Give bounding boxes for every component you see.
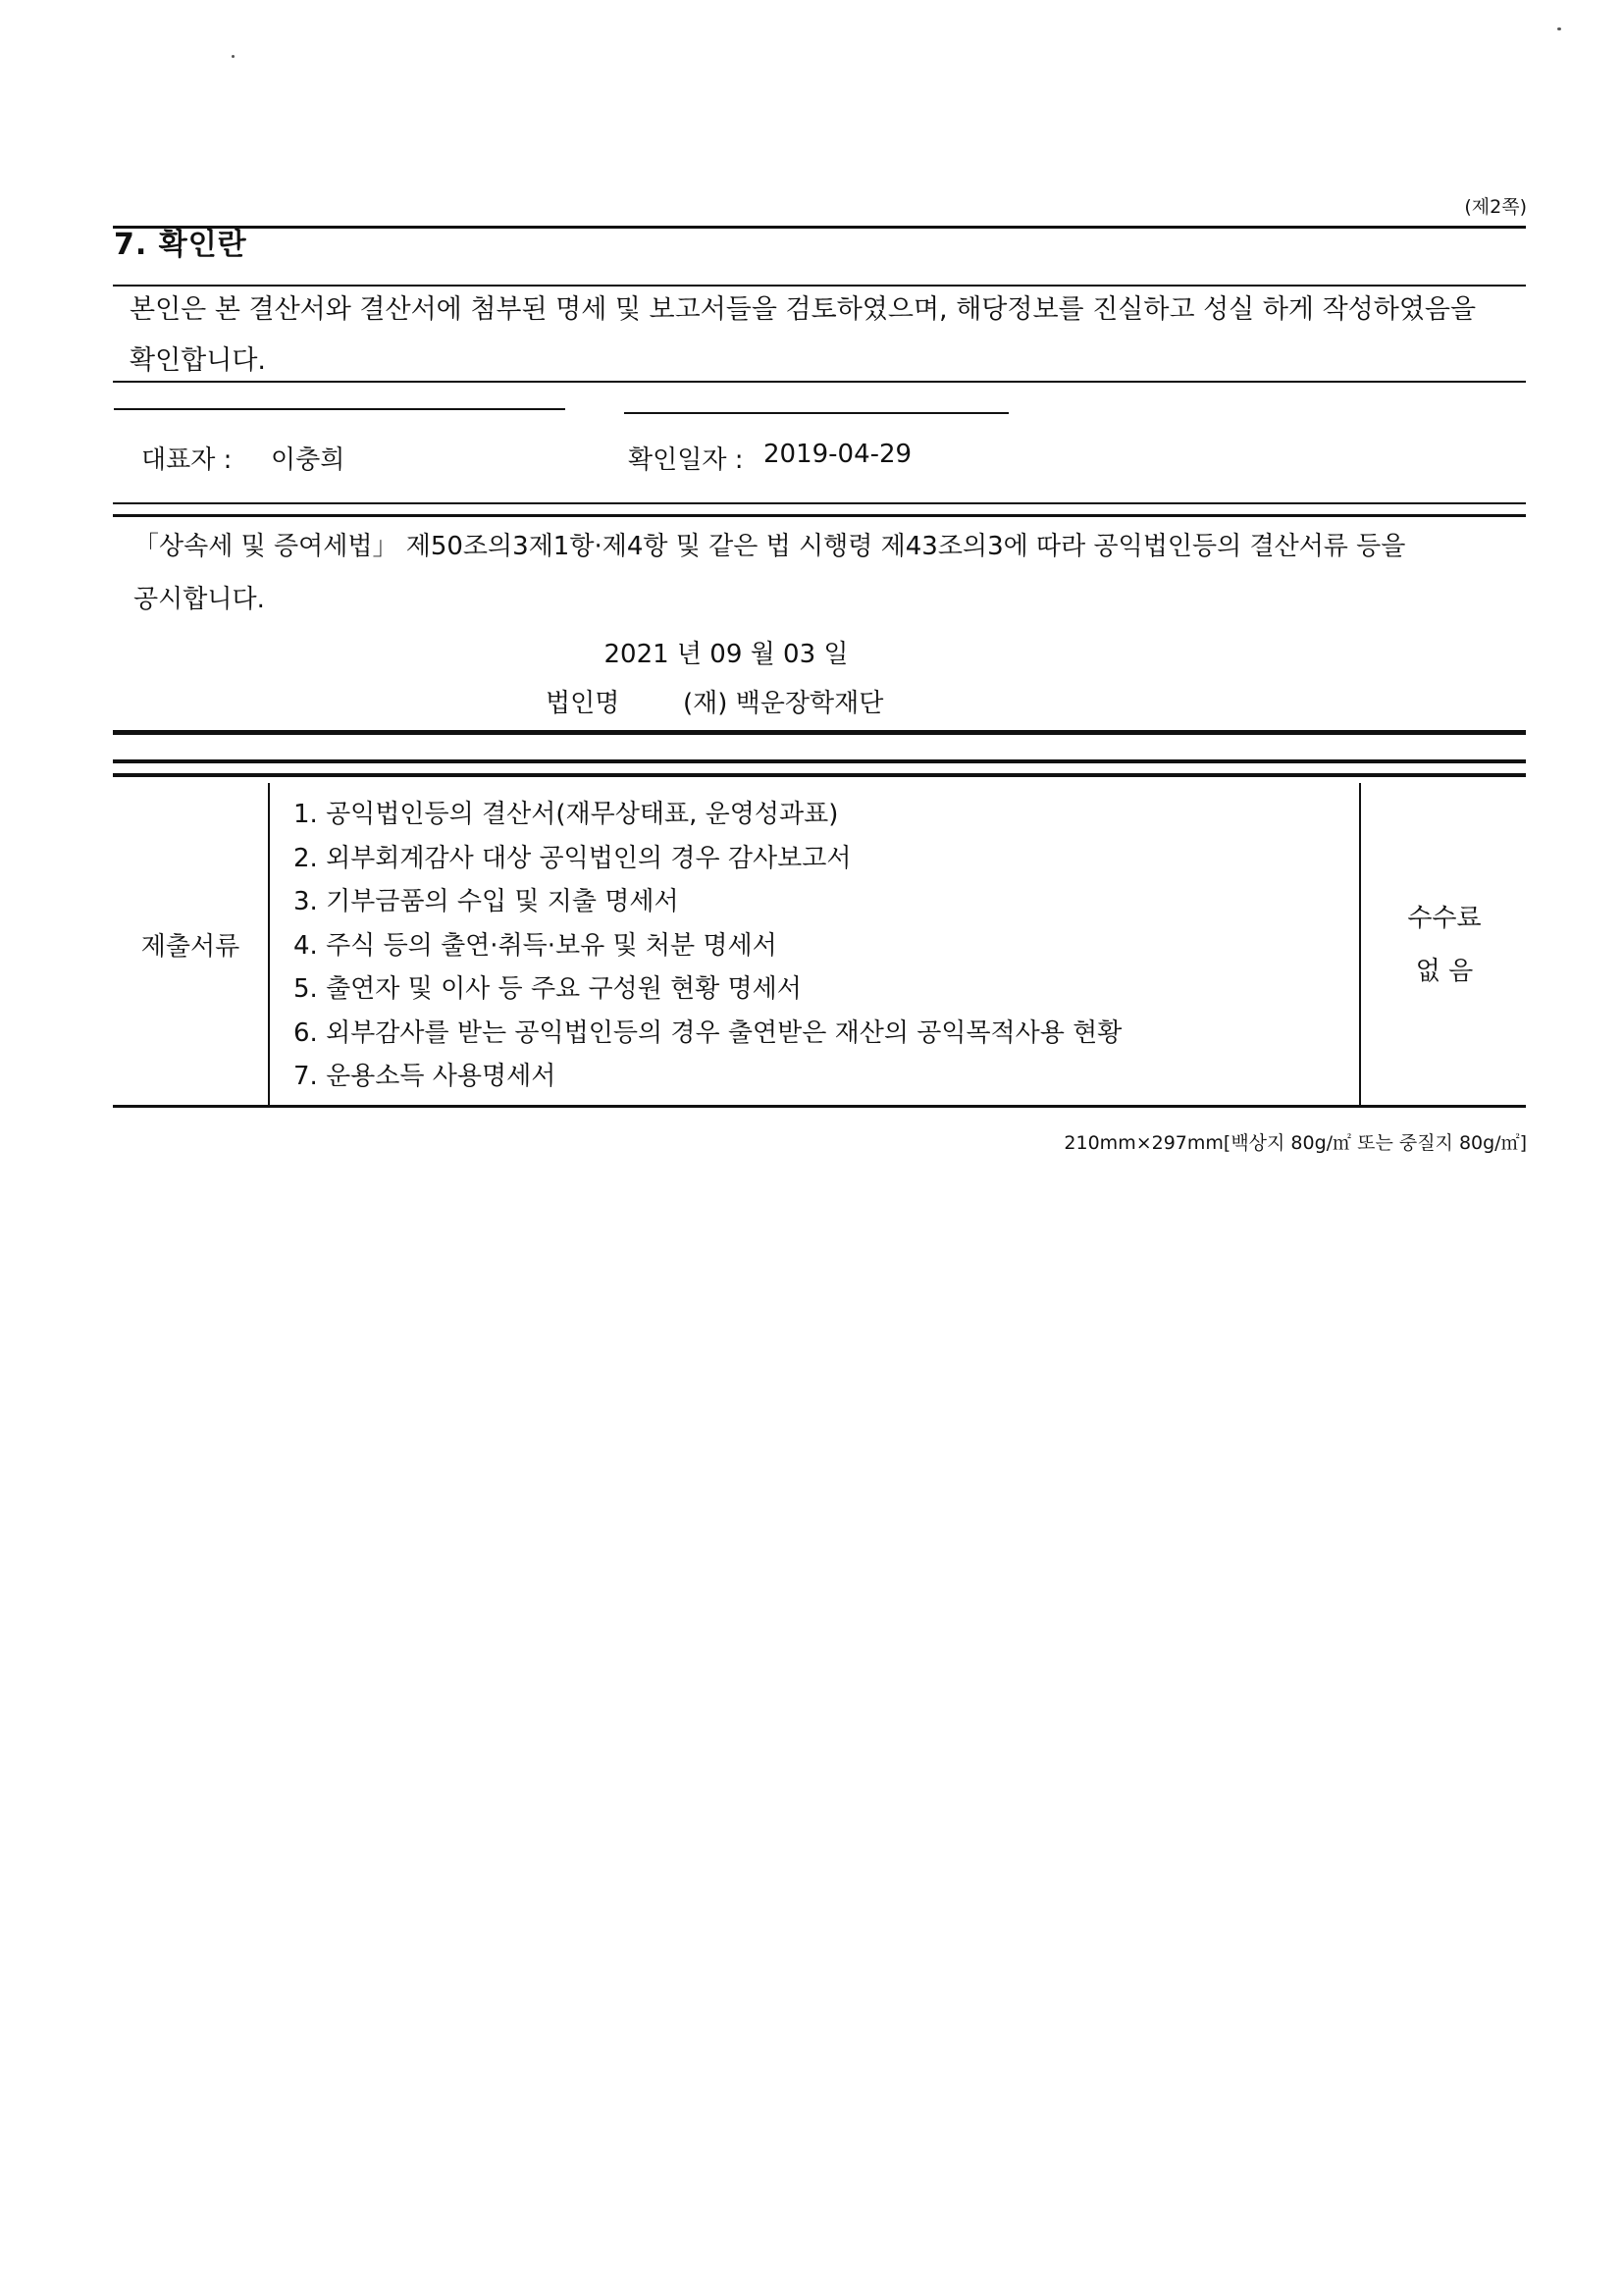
corp-name: (재) 백운장학재단 [683,689,884,718]
fee-label: 수수료 [1407,903,1482,933]
representative-name: 이충희 [271,445,345,475]
scan-speck [232,55,235,58]
notice-date: 2021 년 09 월 03 일 [603,640,849,669]
list-item: 4. 주식 등의 출연·취득·보유 및 처분 명세서 [293,930,777,961]
notice-bottom-rule [113,730,1526,735]
representative-label: 대표자 : [141,445,233,475]
documents-table [113,783,1528,1107]
list-item: 2. 외부회계감사 대상 공익법인의 경우 감사보고서 [293,843,852,873]
paper-size-note: 210mm×297mm[백상지 80g/㎡ 또는 중질지 80g/㎡] [1064,1132,1527,1154]
section-title: 7. 확인란 [114,228,247,262]
documents-label: 제출서류 [113,783,269,1107]
section-top-rule [113,226,1526,229]
list-item: 6. 외부감사를 받는 공익법인등의 경우 출연받은 재산의 공익목적사용 현황 [293,1018,1123,1048]
notice-top-rule-2 [113,514,1526,517]
notice-top-rule-1 [113,502,1526,504]
date-signature-line [624,412,1009,414]
fee-cell [1360,783,1528,1107]
confirm-date-label: 확인일자 : [628,445,744,475]
table-top-rule-1 [113,759,1526,763]
table-row [113,783,1528,1107]
fee-value: 없 음 [1415,956,1474,986]
table-top-rule-2 [113,773,1526,777]
notice-text: 「상속세 및 증여세법」 제50조의3제1항·제4항 및 같은 법 시행령 제43조의3에 따라 공익법인등의 결산서류 등을 공시합니다. [133,532,1406,614]
page-number: (제2쪽) [1464,196,1527,218]
list-item: 5. 출연자 및 이사 등 주요 구성원 현황 명세서 [293,974,802,1004]
table-bottom-rule [113,1105,1526,1108]
scan-speck [1557,27,1561,30]
list-item: 7. 운용소득 사용명세서 [293,1062,556,1091]
confirm-date-value: 2019-04-29 [763,440,913,469]
corp-name-label: 법인명 [546,689,620,718]
list-item: 1. 공익법인등의 결산서(재무상태표, 운영성과표) [293,800,839,829]
confirmation-bottom-rule [113,381,1526,383]
representative-signature-line [114,408,565,410]
documents-list [269,783,1360,1107]
confirmation-text: 본인은 본 결산서와 결산서에 첨부된 명세 및 보고서들을 검토하였으며, 해당정보를 진실하고 성실 하게 작성하였음을 확인합니다. [130,294,1477,376]
list-item: 3. 기부금품의 수입 및 지출 명세서 [293,887,679,916]
